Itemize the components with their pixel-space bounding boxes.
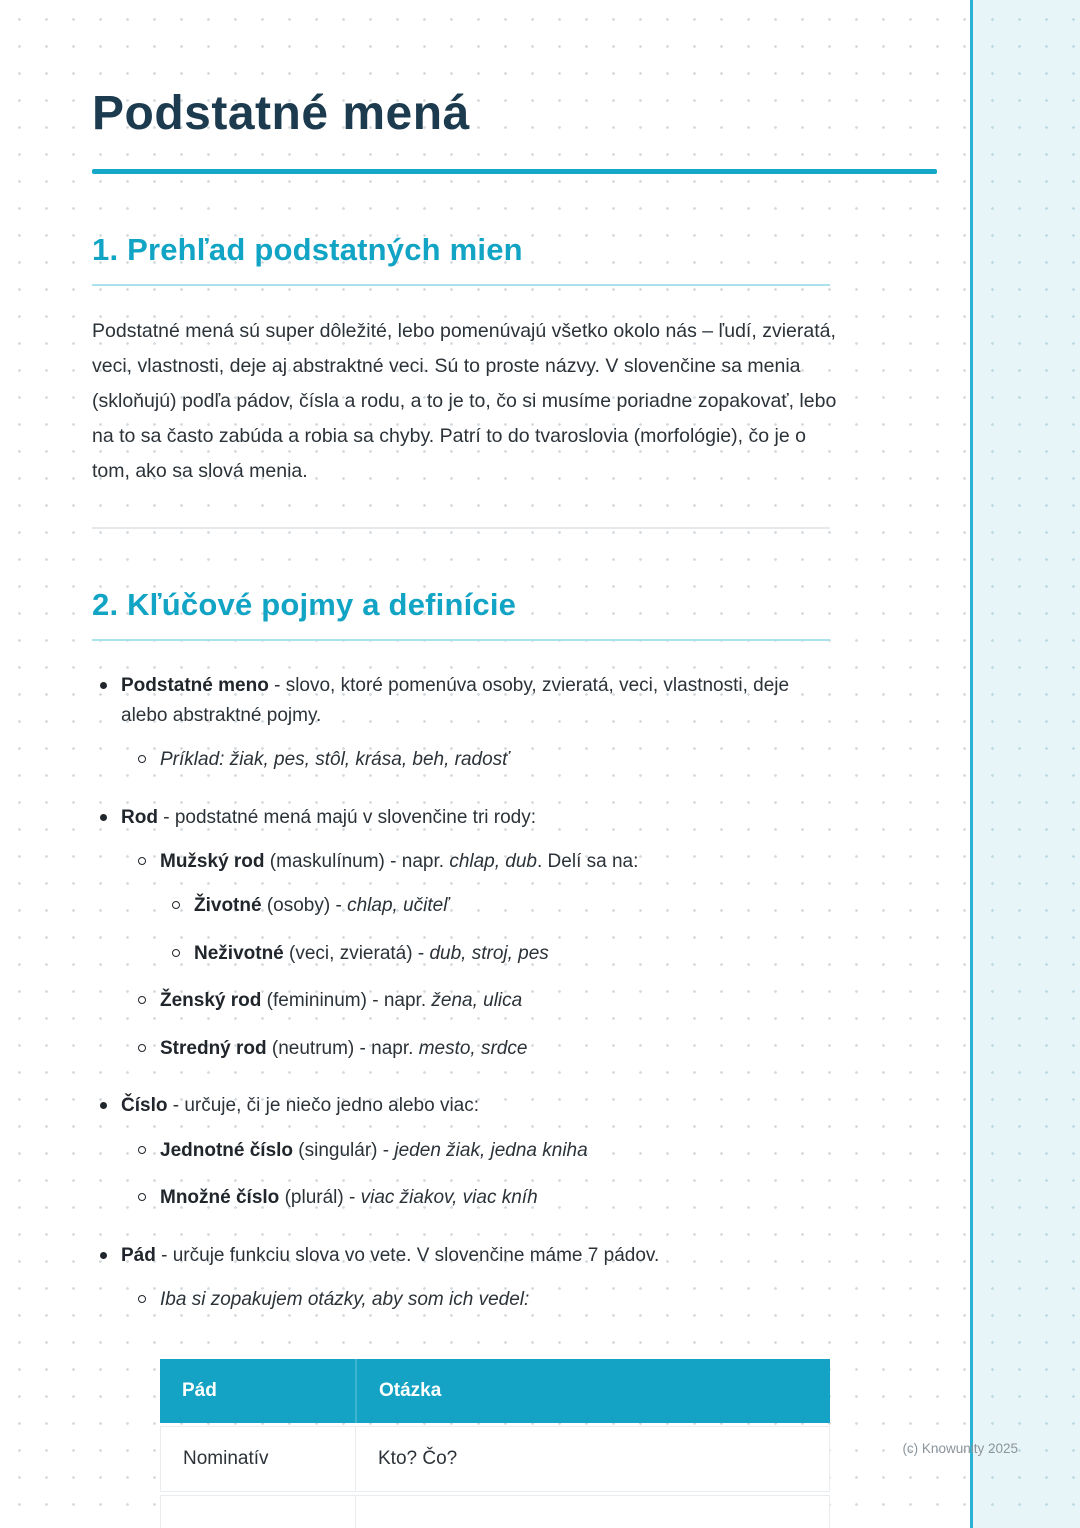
italic-text: Príklad: žiak, pes, stôl, krása, beh, radosť bbox=[160, 749, 509, 771]
cases-table-head bbox=[160, 1359, 830, 1423]
term-text: Číslo bbox=[121, 1095, 168, 1117]
body-text: - určuje funkciu slova vo vete. V slovenčine máme 7 pádov. bbox=[155, 1244, 660, 1266]
heading-underline-2 bbox=[92, 639, 830, 641]
term-text: Pád bbox=[121, 1244, 156, 1266]
table-cell-case: Nominatív bbox=[160, 1426, 355, 1492]
body-text: (singulár) - bbox=[293, 1139, 395, 1161]
italic-text: chlap, učiteľ bbox=[347, 895, 449, 917]
list-item-zivotne bbox=[92, 891, 837, 920]
body-text: (maskulínum) - napr. bbox=[264, 851, 450, 873]
bullet-circle-icon bbox=[172, 901, 180, 909]
list-item-zensky-rod bbox=[92, 986, 837, 1015]
bullet-circle-icon bbox=[172, 949, 180, 957]
italic-text: jeden žiak, jedna kniha bbox=[394, 1139, 588, 1161]
heading-underline-1 bbox=[92, 284, 830, 286]
list-item-rod bbox=[92, 803, 837, 832]
italic-text: mesto, srdce bbox=[418, 1037, 528, 1059]
section-divider bbox=[92, 527, 830, 529]
italic-text: dub, stroj, pes bbox=[429, 942, 549, 964]
list-item-jednotne-cislo bbox=[92, 1136, 837, 1165]
bullet-disc-icon bbox=[100, 1252, 107, 1259]
bullet-circle-icon bbox=[138, 857, 146, 865]
table-header-row bbox=[160, 1359, 830, 1423]
term-text: Množné číslo bbox=[160, 1187, 280, 1209]
table-cell-question bbox=[355, 1495, 830, 1528]
table-header-cell-pad: Pád bbox=[160, 1359, 355, 1423]
bullet-circle-icon bbox=[138, 755, 146, 763]
list-item-cislo bbox=[92, 1091, 837, 1120]
italic-text: žena, ulica bbox=[431, 990, 523, 1012]
italic-text: Iba si zopakujem otázky, aby som ich vedel: bbox=[160, 1288, 530, 1310]
italic-text: chlap, dub bbox=[449, 851, 537, 873]
page-margin-line bbox=[970, 0, 973, 1528]
footer-credit: (c) Knowunity 2025 bbox=[902, 1441, 1018, 1456]
list-item-nezivotne bbox=[92, 939, 837, 968]
title-underline bbox=[92, 169, 937, 174]
intro-paragraph: Podstatné mená sú super dôležité, lebo pomenúvajú všetko okolo nás – ľudí, zvieratá, veci, vlastnosti, deje aj abstraktné veci. Sú to proste názvy. V slovenčine sa menia (skloňujú) podľa pádov, čísla a rodu, a to je to, čo si musíme poriadne zopakovať, lebo na to sa často zabúda a robia sa chyby. Patrí to do tvaroslovia (morfológie), čo je o tom, ako sa slová menia. bbox=[92, 319, 837, 483]
table-row-partial bbox=[160, 1495, 830, 1528]
term-text: Ženský rod bbox=[160, 990, 262, 1012]
body-text: . Delí sa na: bbox=[537, 851, 639, 873]
table-row-nominativ bbox=[160, 1426, 830, 1492]
bullet-disc-icon bbox=[100, 1102, 107, 1109]
body-text: (osoby) - bbox=[261, 895, 348, 917]
section-heading-2: 2. Kľúčové pojmy a definície bbox=[92, 587, 517, 623]
list-item-podstatne-meno bbox=[92, 671, 837, 730]
section-heading-1: 1. Prehľad podstatných mien bbox=[92, 231, 523, 267]
term-text: Rod bbox=[121, 806, 158, 828]
body-text: - slovo, ktoré pomenúva osoby, zvieratá, veci, vlastnosti, deje alebo abstraktné pojmy. bbox=[121, 675, 790, 726]
bullet-circle-icon bbox=[138, 1044, 146, 1052]
list-item-otazky-note bbox=[92, 1285, 837, 1314]
italic-text: viac žiakov, viac kníh bbox=[360, 1187, 538, 1209]
bullet-circle-icon bbox=[138, 1146, 146, 1154]
list-item-mnozne-cislo bbox=[92, 1183, 837, 1212]
page-title: Podstatné mená bbox=[92, 87, 470, 140]
side-strip bbox=[973, 0, 1080, 1528]
list-item-muzsky-rod bbox=[92, 847, 837, 876]
term-text: Životné bbox=[194, 895, 262, 917]
table-cell-question: Kto? Čo? bbox=[355, 1426, 830, 1492]
term-text: Podstatné meno bbox=[121, 675, 269, 697]
list-item-stredny-rod bbox=[92, 1034, 837, 1063]
bullet-disc-icon bbox=[100, 814, 107, 821]
cases-table bbox=[160, 1356, 830, 1528]
bullet-circle-icon bbox=[138, 1295, 146, 1303]
body-text: (neutrum) - napr. bbox=[266, 1037, 419, 1059]
bullet-circle-icon bbox=[138, 996, 146, 1004]
table-header-cell-otazka: Otázka bbox=[355, 1359, 830, 1423]
body-text: (femininum) - napr. bbox=[261, 990, 432, 1012]
bullet-list bbox=[92, 671, 837, 1314]
body-text: - podstatné mená majú v slovenčine tri rody: bbox=[157, 806, 537, 828]
bullet-disc-icon bbox=[100, 682, 107, 689]
term-text: Neživotné bbox=[194, 942, 284, 964]
body-text: (plurál) - bbox=[279, 1187, 361, 1209]
cases-table-body bbox=[160, 1426, 830, 1528]
term-text: Mužský rod bbox=[160, 851, 265, 873]
body-text: - určuje, či je niečo jedno alebo viac: bbox=[167, 1095, 480, 1117]
term-text: Jednotné číslo bbox=[160, 1139, 294, 1161]
term-text: Stredný rod bbox=[160, 1037, 267, 1059]
list-item-pad bbox=[92, 1241, 837, 1270]
table-cell-case bbox=[160, 1495, 355, 1528]
list-item-priklad bbox=[92, 745, 837, 774]
bullet-circle-icon bbox=[138, 1193, 146, 1201]
body-text: (veci, zvieratá) - bbox=[283, 942, 430, 964]
